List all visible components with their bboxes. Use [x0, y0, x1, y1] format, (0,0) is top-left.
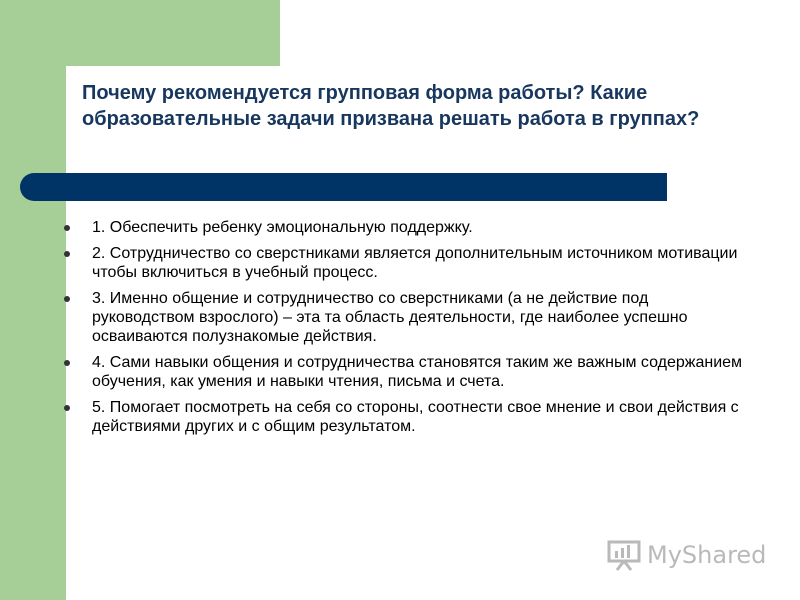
bullet-text: 2. Сотрудничество со сверстниками является дополнительным источником мотивации чтобы включиться в учебный процесс. [92, 245, 738, 281]
bullet-item-3 [60, 289, 750, 346]
presentation-board-icon [607, 539, 641, 571]
bullet-dot-icon [64, 296, 70, 302]
bullet-item-5 [60, 398, 750, 436]
bullet-item-4 [60, 353, 750, 391]
watermark-text: MyShared [647, 541, 767, 569]
bullet-text: 1. Обеспечить ребенку эмоциональную поддержку. [92, 219, 473, 236]
bullet-list [60, 218, 750, 443]
title-divider-bar [20, 173, 667, 201]
bullet-item-2 [60, 244, 750, 282]
myshared-watermark [607, 538, 766, 572]
bullet-text: 5. Помогает посмотреть на себя со стороны, соотнести свое мнение и свои действия с действиями других и с общим результатом. [92, 399, 739, 435]
green-left-band [0, 0, 66, 600]
bullet-item-1 [60, 218, 750, 237]
bullet-dot-icon [64, 405, 70, 411]
slide-title: Почему рекомендуется групповая форма работы? Какие образовательные задачи призвана решать работа в группах? [82, 82, 700, 130]
bullet-dot-icon [64, 225, 70, 231]
green-top-band [0, 0, 280, 66]
bullet-dot-icon [64, 251, 70, 257]
bullet-text: 4. Сами навыки общения и сотрудничества становятся таким же важным содержанием обучения, как умения и навыки чтения, письма и счета. [92, 354, 743, 390]
bullet-text: 3. Именно общение и сотрудничество со сверстниками (а не действие под руководством взрослого) – эта та область деятельности, где наиболее успешно осваиваются полузнакомые действия. [92, 290, 688, 345]
bullet-dot-icon [64, 360, 70, 366]
